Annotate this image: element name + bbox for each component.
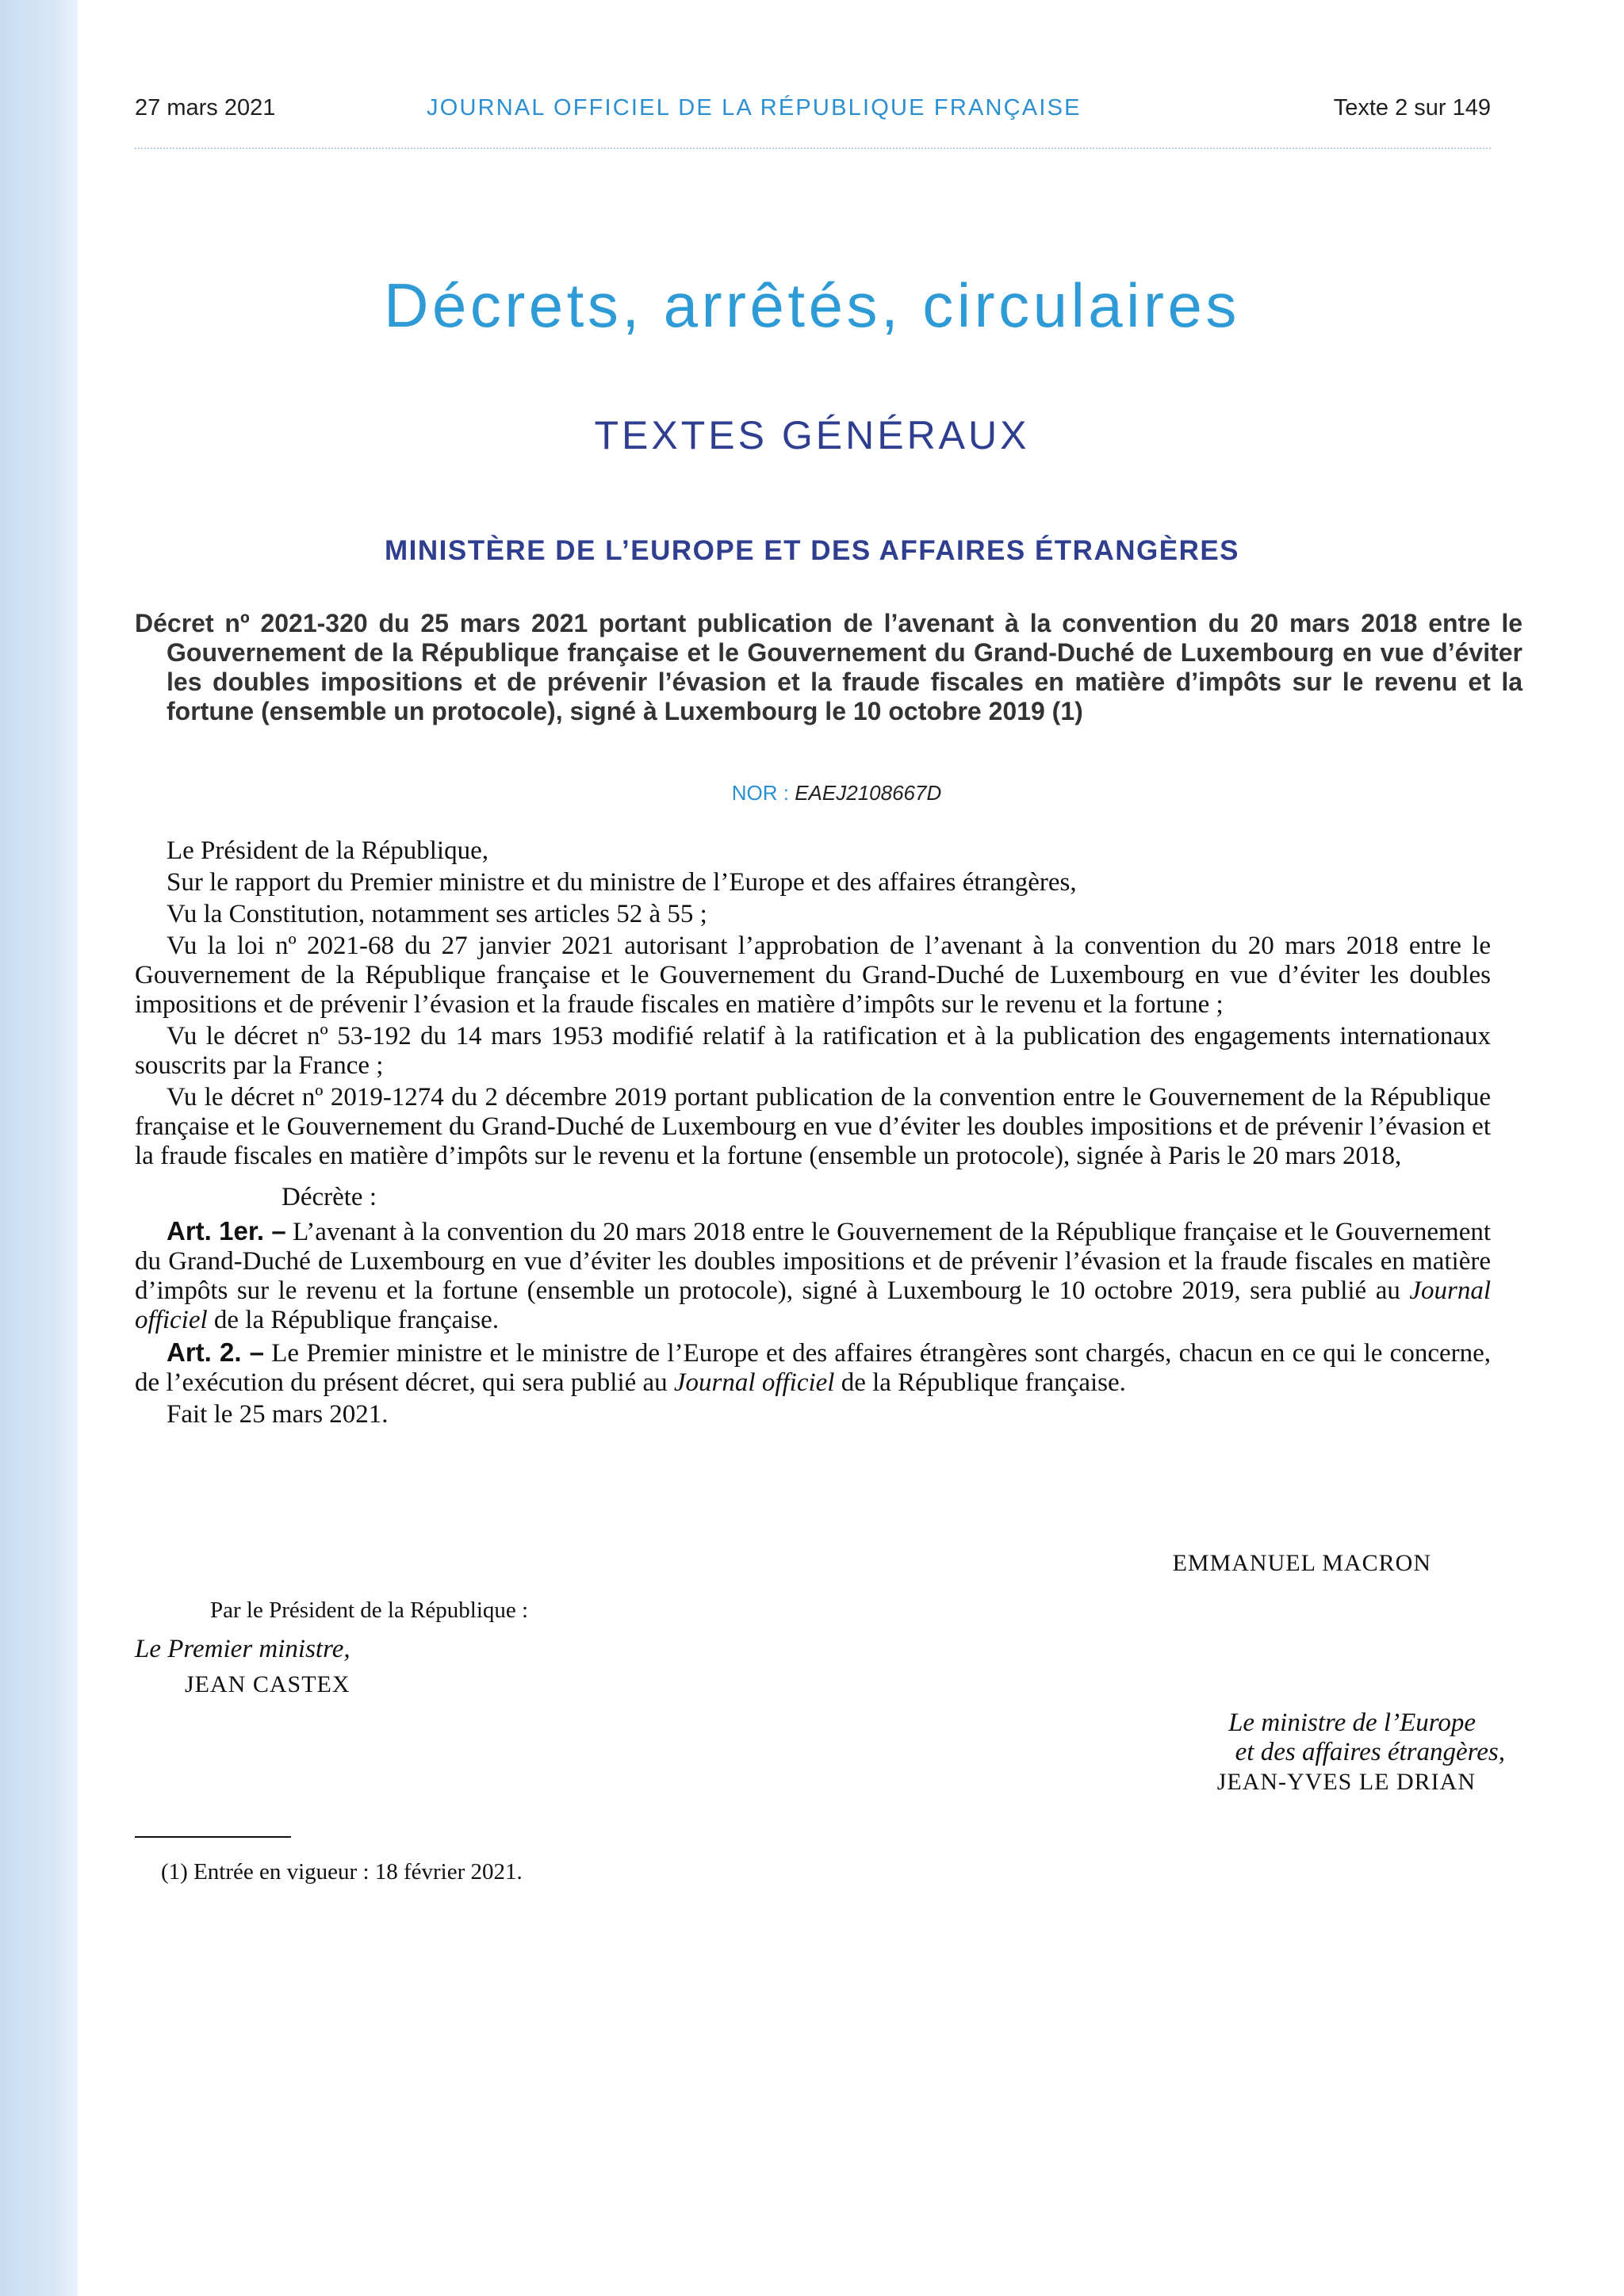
article-1-journal: Journal officiel — [135, 1276, 1491, 1334]
par-le-president: Par le Président de la République : — [210, 1598, 529, 1623]
nor-value: EAEJ2108667D — [795, 781, 942, 805]
subsection-title: TEXTES GÉNÉRAUX — [594, 413, 1030, 457]
page-header — [135, 95, 1491, 124]
header-journal-name: JOURNAL OFFICIEL DE LA RÉPUBLIQUE FRANÇAISE — [427, 95, 1082, 121]
decree-title: Décret nº 2021-320 du 25 mars 2021 portant publication de l’avenant à la convention du 20 mars 2018 entre le Gouvernement de la République française et le Gouvernement du Grand-Duché de Luxembourg en vue d’éviter les doubles impositions et de prévenir l’évasion et la fraude fiscales en matière d’impôts sur le revenu et la fortune (ensemble un protocole), signé à Luxembourg le 10 octobre 2019 (1) — [135, 609, 1522, 725]
header-text-number: Texte 2 sur 149 — [1333, 95, 1491, 121]
premier-ministre-name: JEAN CASTEX — [185, 1671, 350, 1697]
article-1-text: L’avenant à la convention du 20 mars 2018 entre le Gouvernement de la République française et le Gouvernement du Grand-Duché de Luxembourg en vue d’éviter les doubles impositions et de prévenir l’évasion et la fraude fiscales en matière d’impôts sur le revenu et la fortune (ensemble un protocole), signé à Luxembourg le 10 octobre 2019, sera publié au — [135, 1218, 1492, 1305]
page-left-band — [0, 0, 78, 2296]
header-divider — [135, 147, 1491, 149]
article-1-label: Art. 1er. – — [167, 1216, 286, 1246]
article-2 — [135, 1337, 1491, 1398]
ministre-title-line1: Le ministre de l’Europe — [1228, 1709, 1476, 1737]
decree-body — [135, 836, 1491, 1432]
visa-paragraph: Le Président de la République, — [167, 836, 488, 865]
premier-ministre-title: Le Premier ministre, — [135, 1635, 350, 1663]
fait-le: Fait le 25 mars 2021. — [167, 1400, 389, 1429]
article-2-label: Art. 2. – — [167, 1337, 265, 1367]
visa-paragraph: Vu le décret nº 53-192 du 14 mars 1953 modifié relatif à la ratification et à la publication des engagements internationaux souscrits par la France ; — [135, 1022, 1491, 1080]
visa-paragraph: Vu le décret nº 2019-1274 du 2 décembre 2019 portant publication de la convention entre le Gouvernement de la République française et le Gouvernement du Grand-Duché de Luxembourg en vue d’éviter les doubles impositions et de prévenir l’évasion et la fraude fiscales en matière d’impôts sur le revenu et la fortune (ensemble un protocole), signée à Paris le 20 mars 2018, — [135, 1083, 1491, 1170]
article-2-text: Le Premier ministre et le ministre de l’Europe et des affaires étrangères sont chargés, chacun en ce qui le concerne, de l’exécution du présent décret, qui sera publié au — [135, 1339, 1491, 1397]
nor-reference — [0, 781, 1624, 806]
ministre-title-line2: et des affaires étrangères, — [1235, 1738, 1505, 1766]
visa-paragraph: Sur le rapport du Premier ministre et du ministre de l’Europe et des affaires étrangères, — [167, 868, 1077, 897]
article-2-text-end: de la République française. — [834, 1368, 1126, 1397]
ministre-name: JEAN-YVES LE DRIAN — [1216, 1769, 1476, 1795]
ministre-signature-block — [1029, 1709, 1505, 1797]
visa-paragraph: Vu la loi nº 2021-68 du 27 janvier 2021 autorisant l’approbation de l’avenant à la convention du 20 mars 2018 entre le Gouvernement de la République française et le Gouvernement du Grand-Duché de Luxembourg en vue d’éviter les doubles impositions et de prévenir l’évasion et la fraude fiscales en matière d’impôts sur le revenu et la fortune ; — [135, 932, 1491, 1019]
article-1 — [135, 1216, 1491, 1335]
article-1-text-end: de la République française. — [207, 1306, 500, 1334]
footnote: (1) Entrée en vigueur : 18 février 2021. — [161, 1859, 523, 1885]
nor-label: NOR : — [731, 781, 789, 805]
ministry-heading: MINISTÈRE DE L’EUROPE ET DES AFFAIRES ÉTRANGÈRES — [384, 535, 1240, 566]
header-date: 27 mars 2021 — [135, 95, 276, 121]
section-title: Décrets, arrêtés, circulaires — [384, 270, 1240, 340]
president-signature: EMMANUEL MACRON — [1172, 1550, 1431, 1576]
article-2-journal: Journal officiel — [673, 1368, 835, 1397]
visa-paragraph: Vu la Constitution, notamment ses articles 52 à 55 ; — [167, 900, 707, 928]
decrete-label: Décrète : — [282, 1183, 377, 1211]
footnote-divider — [135, 1836, 291, 1838]
